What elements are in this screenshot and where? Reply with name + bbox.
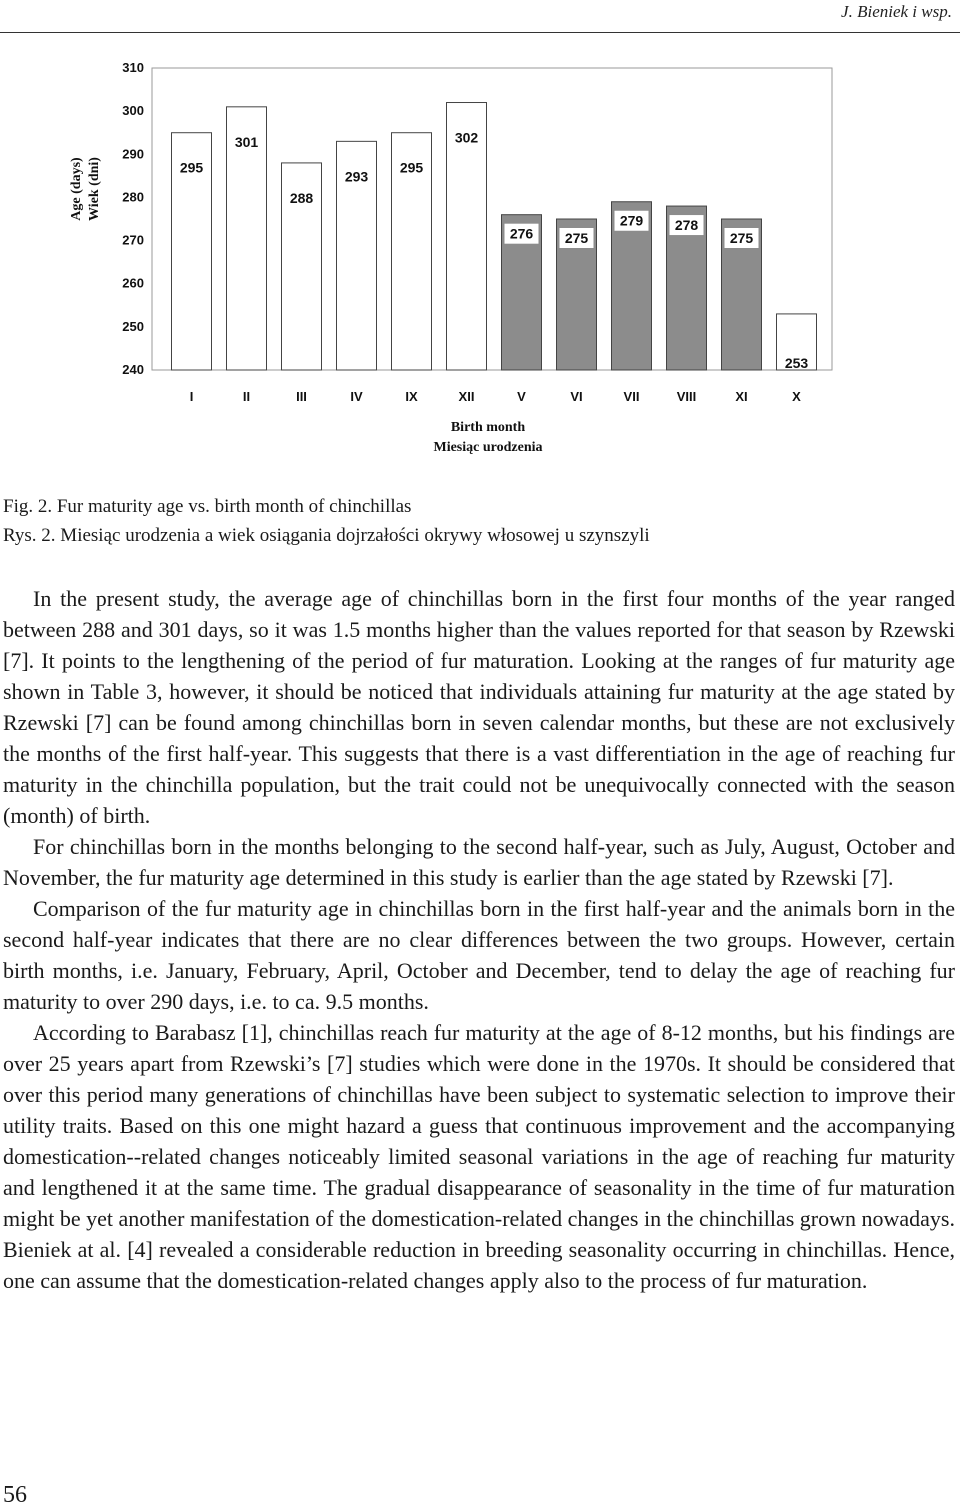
figure-caption-en: Fig. 2. Fur maturity age vs. birth month of chinchillas [3, 496, 412, 517]
data-label: 275 [729, 230, 754, 246]
x-tick-label: VIII [676, 389, 697, 404]
y-tick-label: 290 [122, 146, 144, 162]
x-axis-title: Birth month [450, 420, 526, 435]
header-rule [0, 32, 960, 33]
y-axis-title: Wiek (dni) [87, 157, 102, 221]
paragraph: For chinchillas born in the months belonging to the second half-year, such as July, August, October and November, the fur maturity age determined in this study is earlier than the age stated by Rzewski [7]. [3, 834, 955, 890]
x-tick-label: V [517, 389, 526, 404]
data-label: 302 [454, 129, 479, 146]
y-tick-label: 240 [122, 362, 144, 377]
x-tick-label: XII [458, 389, 475, 404]
data-label: 279 [619, 212, 644, 229]
data-label: 293 [344, 168, 369, 185]
y-tick-label: 270 [122, 232, 144, 248]
paragraph: In the present study, the average age of chinchillas born in the first four months of the year ranged between 288 and 301 days, so it was 1.5 months higher than the values reported for that season by Rzewski [7]. It points to the lengthening of the period of fur maturation. Looking at the ranges of fur maturity age shown in Table 3, however, it should be noticed that individuals attaining fur maturity at the age stated by Rzewski [7] can be found among chinchillas born in seven calendar months, but these are not exclusively the months of the first half-year. This suggests that there is a vast differentiation in the age of reaching fur maturity in the chinchilla population, but the trait could not be unequivocally connected with the season (month) of birth. [3, 586, 955, 828]
x-tick-label: IV [350, 389, 363, 404]
data-label: 278 [674, 217, 699, 234]
body-text [3, 583, 955, 1296]
running-head: J. Bieniek i wsp. [841, 2, 952, 21]
x-tick-label: I [189, 389, 194, 404]
data-label: 288 [289, 189, 314, 206]
y-tick-label: 310 [122, 60, 144, 75]
x-tick-label: IX [405, 389, 418, 404]
data-label: 253 [784, 354, 809, 371]
paragraph: Comparison of the fur maturity age in chinchillas born in the first half-year and the animals born in the second half-year indicates that there are no clear differences between the two groups. However, certain birth months, i.e. January, February, April, October and December, tend to delay the age of reaching fur maturity to over 290 days, i.e. to ca. 9.5 months. [3, 896, 955, 1014]
y-tick-label: 260 [122, 275, 144, 291]
data-label: 276 [509, 225, 534, 242]
y-tick-label: 300 [122, 103, 144, 119]
data-label: 295 [399, 159, 424, 176]
data-label: 295 [179, 159, 204, 176]
x-tick-label: VII [623, 389, 640, 404]
paragraph: According to Barabasz [1], chinchillas reach fur maturity at the age of 8-12 months, but his findings are over 25 years apart from Rzewski’s [7] studies which were done in the 1970s. It should be considered that over this period many generations of chinchillas have been subject to systematic selection to improve their utility traits. Based on this one might hazard a guess that continuous improvement and the accompanying domestication--related changes noticeably limited seasonal variations in the age of reaching fur maturity and lengthened it at the same time. The gradual disappearance of seasonality in the time of fur maturation might be yet another manifestation of the domestication-related changes in the chinchillas grown nowadays. Bieniek at al. [4] revealed a considerable reduction in breeding seasonality occurring in chinchillas. Hence, one can assume that the domestication-related changes apply also to the process of fur maturation. [3, 1020, 955, 1293]
x-tick-label: VI [570, 389, 583, 404]
y-axis-title: Age (days) [69, 157, 84, 221]
x-tick-label: XI [735, 389, 748, 404]
y-tick-label: 280 [122, 189, 144, 205]
x-tick-label: II [242, 389, 251, 404]
x-axis-title: Miesiąc urodzenia [433, 440, 543, 455]
page-number: 56 [3, 1482, 27, 1508]
figure-caption-pl: Rys. 2. Miesiąc urodzenia a wiek osiągania dojrzałości okrywy włosowej u szynszyli [3, 525, 650, 546]
y-tick-label: 250 [122, 318, 144, 334]
bar-chart [60, 52, 840, 462]
x-tick-label: III [296, 389, 307, 404]
data-label: 301 [234, 133, 259, 150]
data-label: 275 [564, 230, 589, 246]
x-tick-label: X [792, 389, 801, 404]
